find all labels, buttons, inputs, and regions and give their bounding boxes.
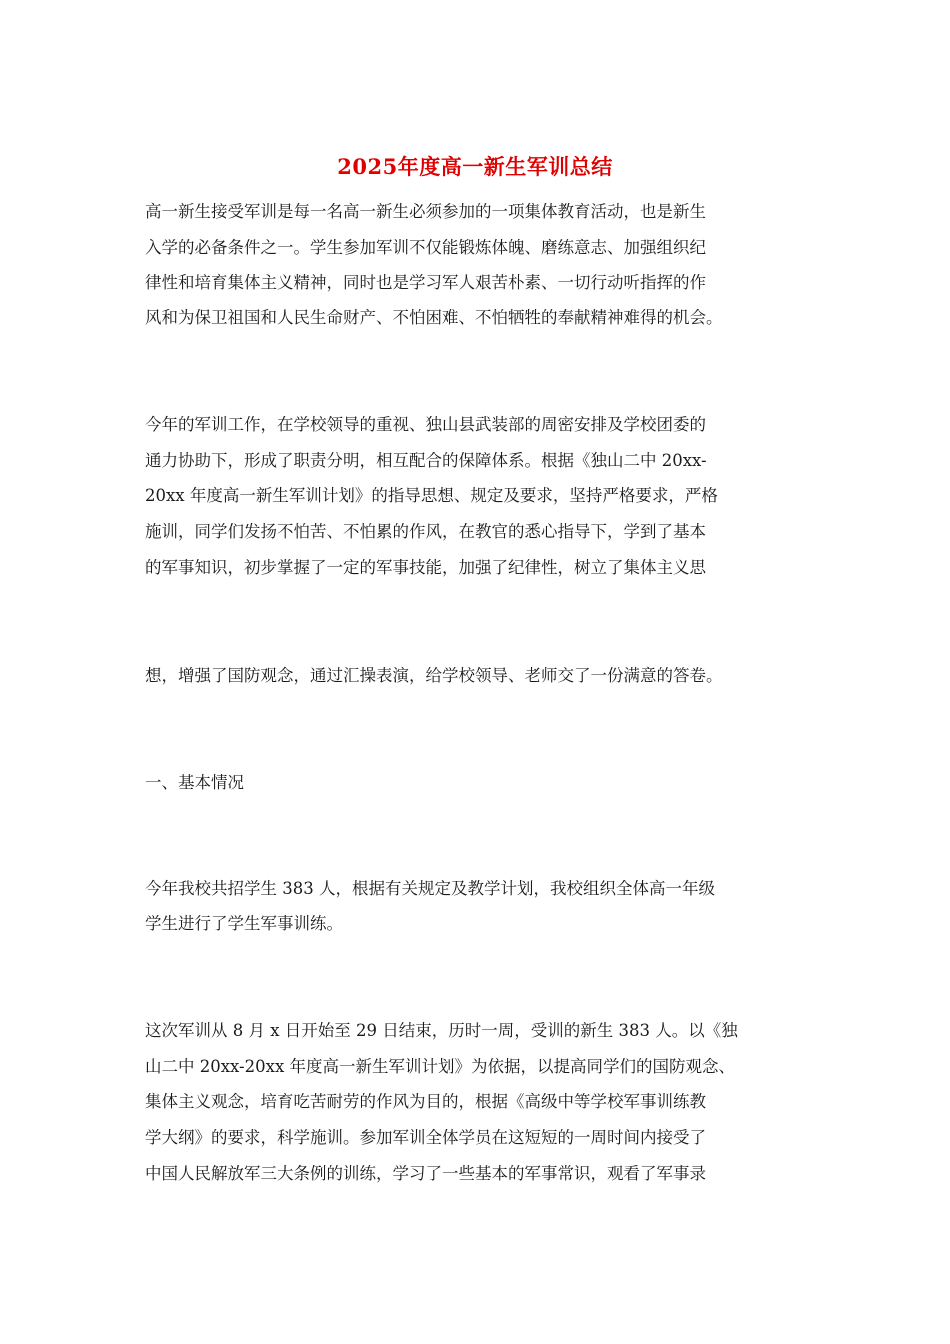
section-heading: 一、基本情况 xyxy=(145,773,244,792)
paragraph-2-line-2: 通力协助下，形成了职责分明，相互配合的保障体系。根据《独山二中 20xx- xyxy=(145,451,707,470)
paragraph-2-line-1: 今年的军训工作，在学校领导的重视、独山县武装部的周密安排及学校团委的 xyxy=(145,415,706,434)
paragraph-5-line-1: 这次军训从 8 月 x 日开始至 29 日结束，历时一周，受训的新生 383 人。以《独 xyxy=(145,1021,738,1040)
document-title: 2025年度高一新生军训总结 xyxy=(337,154,613,179)
paragraph-2-line-3: 20xx 年度高一新生军训计划》的指导思想、规定及要求，坚持严格要求，严格 xyxy=(145,486,718,505)
paragraph-4-line-2: 学生进行了学生军事训练。 xyxy=(145,914,343,933)
paragraph-2-line-5: 的军事知识，初步掌握了一定的军事技能，加强了纪律性，树立了集体主义思 xyxy=(145,558,706,577)
paragraph-5-line-5: 中国人民解放军三大条例的训练，学习了一些基本的军事常识，观看了军事录 xyxy=(145,1164,706,1183)
paragraph-3-line-1: 想，增强了国防观念，通过汇操表演，给学校领导、老师交了一份满意的答卷。 xyxy=(145,666,723,685)
paragraph-1-line-3: 律性和培育集体主义精神，同时也是学习军人艰苦朴素、一切行动听指挥的作 xyxy=(145,273,706,292)
paragraph-1-line-2: 入学的必备条件之一。学生参加军训不仅能锻炼体魄、磨练意志、加强组织纪 xyxy=(145,238,706,257)
paragraph-5-line-3: 集体主义观念，培育吃苦耐劳的作风为目的，根据《高级中等学校军事训练教 xyxy=(145,1092,706,1111)
paragraph-2-line-4: 施训，同学们发扬不怕苦、不怕累的作风，在教官的悉心指导下，学到了基本 xyxy=(145,522,706,541)
paragraph-1-line-4: 风和为保卫祖国和人民生命财产、不怕困难、不怕牺牲的奉献精神难得的机会。 xyxy=(145,308,723,327)
paragraph-4-line-1: 今年我校共招学生 383 人，根据有关规定及教学计划，我校组织全体高一年级 xyxy=(145,879,715,898)
paragraph-1-line-1: 高一新生接受军训是每一名高一新生必须参加的一项集体教育活动，也是新生 xyxy=(145,202,706,221)
paragraph-5-line-2: 山二中 20xx-20xx 年度高一新生军训计划》为依据，以提高同学们的国防观念、 xyxy=(145,1057,735,1076)
paragraph-5-line-4: 学大纲》的要求，科学施训。参加军训全体学员在这短短的一周时间内接受了 xyxy=(145,1128,706,1147)
